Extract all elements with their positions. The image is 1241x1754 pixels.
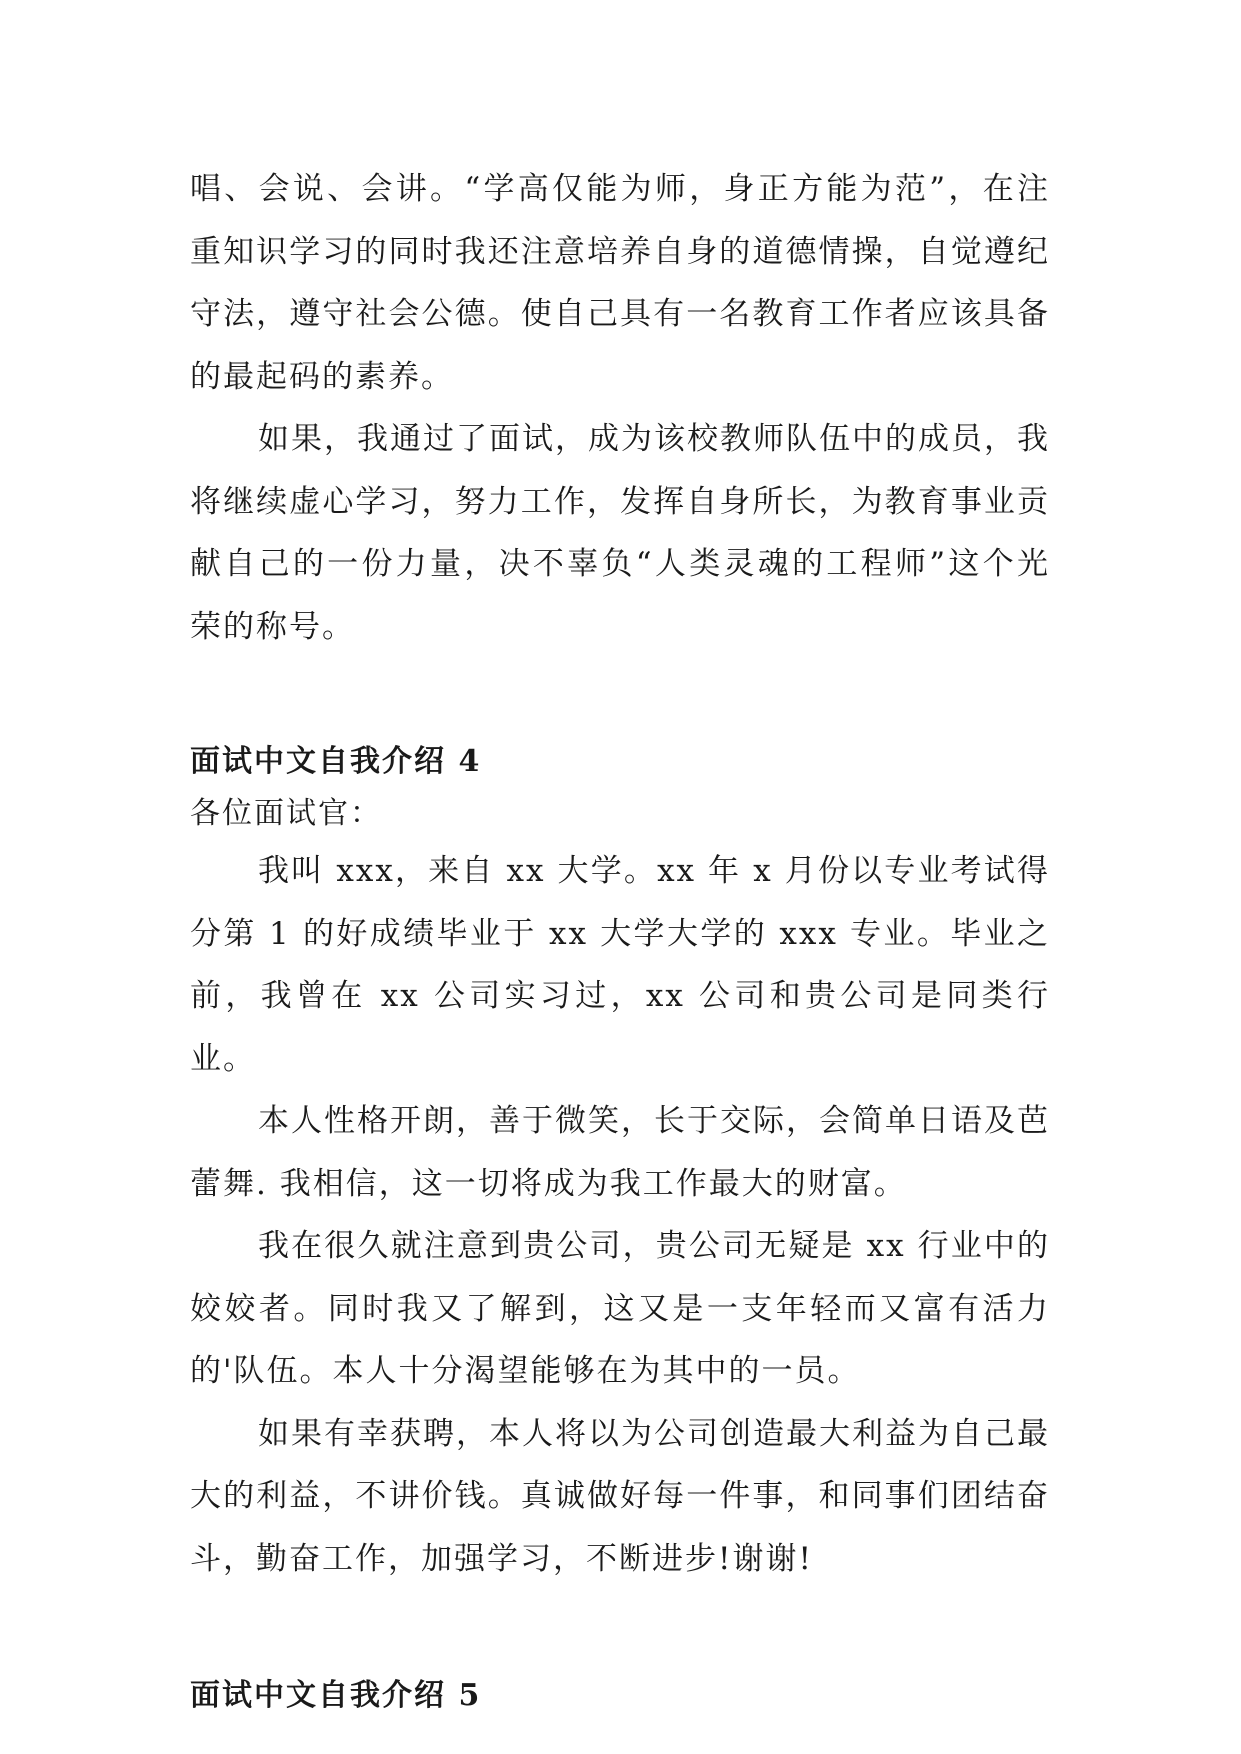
paragraph-intro: 我叫 xxx，来自 xx 大学。xx 年 x 月份以专业考试得分第 1 的好成绩毕业于 xx 大学大学的 xxx 专业。毕业之前，我曾在 xx 公司实习过，xx 公司和贵公司是同类行业。 — [190, 853, 1050, 1077]
section-gap — [190, 658, 1050, 736]
document-body — [190, 158, 1050, 1722]
section-5-title: 面试中文自我介绍 5 — [190, 1678, 482, 1713]
paragraph-personality: 本人性格开朗，善于微笑，长于交际，会简单日语及芭蕾舞. 我相信，这一切将成为我工作最大的财富。 — [190, 1103, 1050, 1202]
paragraph-conclusion: 如果有幸获聘，本人将以为公司创造最大利益为自己最大的利益，不讲价钱。真诚做好每一件事，和同事们团结奋斗，勤奋工作，加强学习，不断进步!谢谢! — [190, 1415, 1050, 1577]
paragraph-closing: 如果，我通过了面试，成为该校教师队伍中的成员，我将继续虚心学习，努力工作，发挥自身所长，为教育事业贡献自己的一份力量，决不辜负“人类灵魂的工程师”这个光荣的称号。 — [190, 421, 1050, 645]
section-4-title: 面试中文自我介绍 4 — [190, 744, 482, 779]
salutation: 各位面试官： — [190, 796, 382, 831]
paragraph-company: 我在很久就注意到贵公司，贵公司无疑是 xx 行业中的姣姣者。同时我又了解到，这又是一支年轻而又富有活力的'队伍。本人十分渴望能够在为其中的一员。 — [190, 1228, 1050, 1389]
paragraph-continued: 唱、会说、会讲。“学高仅能为师，身正方能为范”，在注重知识学习的同时我还注意培养自身的道德情操，自觉遵纪守法，遵守社会公德。使自己具有一名教育工作者应该具备的最起码的素养。 — [190, 171, 1050, 395]
section-gap — [190, 1590, 1050, 1670]
